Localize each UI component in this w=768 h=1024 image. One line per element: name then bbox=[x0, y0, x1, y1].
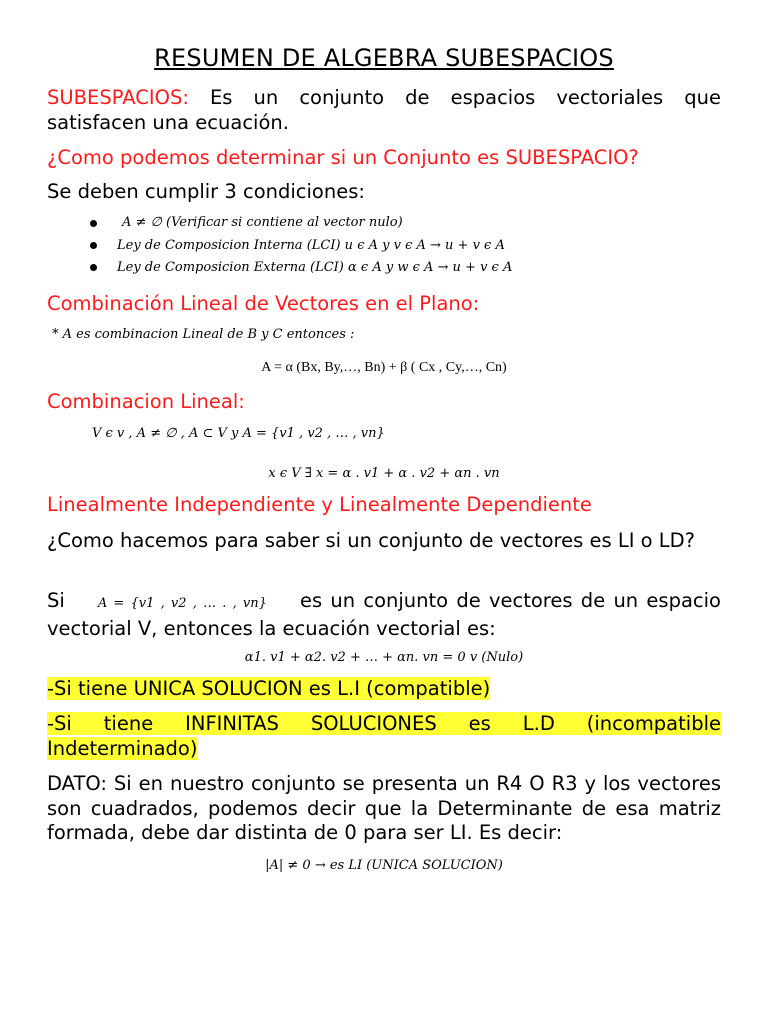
combinacion-formula: A = α (Bx, By,…, Bn) + β ( Cx , Cy,…, Cn) bbox=[261, 360, 507, 375]
condition-item: A ≠ ∅ (Verificar si contiene al vector nulo) bbox=[122, 215, 403, 230]
infinitas-highlight: -Si tiene INFINITAS SOLUCIONES es L.D (incompatible Indeterminado) bbox=[47, 712, 721, 760]
combinacion-line-2: x ϵ V ∃̈ x = α . v1 + α . v2 + αn . vn bbox=[268, 466, 500, 481]
heading-combinacion-plano: Combinación Lineal de Vectores en el Plano: bbox=[47, 292, 480, 315]
vector-equation: α1. v1 + α2. v2 + … + αn. vn = 0 v (Nulo) bbox=[244, 650, 524, 665]
combinacion-line-1: V ϵ v , A ≠ ∅ , A ⊂ V y A = {v1 , v2 , … , vn} bbox=[92, 426, 385, 441]
si-text: es un conjunto de vectores de un espacio vectorial V, entonces la ecuación vectorial es: bbox=[47, 589, 721, 640]
conditions-intro: Se deben cumplir 3 condiciones: bbox=[47, 180, 365, 203]
definition-paragraph bbox=[47, 86, 721, 135]
unica-line bbox=[47, 677, 721, 702]
heading-li-ld: Linealmente Independiente y Linealmente Dependiente bbox=[47, 493, 592, 516]
definition-text: Es un conjunto de espacios vectoriales que satisfacen una ecuación. bbox=[47, 86, 721, 134]
question-subespacio: ¿Como podemos determinar si un Conjunto es SUBESPACIO? bbox=[47, 146, 639, 169]
determinant-formula: |A| ≠ 0 → es LI (UNICA SOLUCION) bbox=[265, 858, 503, 873]
heading-combinacion-lineal: Combinacion Lineal: bbox=[47, 390, 245, 413]
page-title: RESUMEN DE ALGEBRA SUBESPACIOS bbox=[154, 44, 614, 72]
condition-item: Ley de Composicion Interna (LCI) u ϵ A y v ϵ A → u + v ϵ A bbox=[117, 238, 505, 253]
li-question: ¿Como hacemos para saber si un conjunto de vectores es LI o LD? bbox=[47, 529, 696, 552]
si-set: A = {v1 , v2 , … . , vn} bbox=[97, 596, 267, 611]
definition-term: SUBESPACIOS: bbox=[47, 86, 189, 109]
combinacion-note: * A es combinacion Lineal de B y C entonces : bbox=[52, 327, 355, 342]
infinitas-paragraph bbox=[47, 712, 721, 761]
unica-highlight: -Si tiene UNICA SOLUCION es L.I (compatible) bbox=[47, 677, 491, 700]
bullet-icon bbox=[90, 220, 97, 227]
dato-paragraph: DATO: Si en nuestro conjunto se presenta un R4 O R3 y los vectores son cuadrados, podemos decir que la Determinante de esa matriz formada, debe dar distinta de 0 para ser LI. Es decir: bbox=[47, 772, 721, 844]
si-word: Si bbox=[47, 589, 65, 612]
bullet-icon bbox=[90, 242, 97, 249]
condition-item: Ley de Composicion Externa (LCI) α ϵ A y w ϵ A → u + v ϵ A bbox=[117, 260, 513, 275]
si-paragraph bbox=[47, 589, 721, 641]
bullet-icon bbox=[90, 264, 97, 271]
